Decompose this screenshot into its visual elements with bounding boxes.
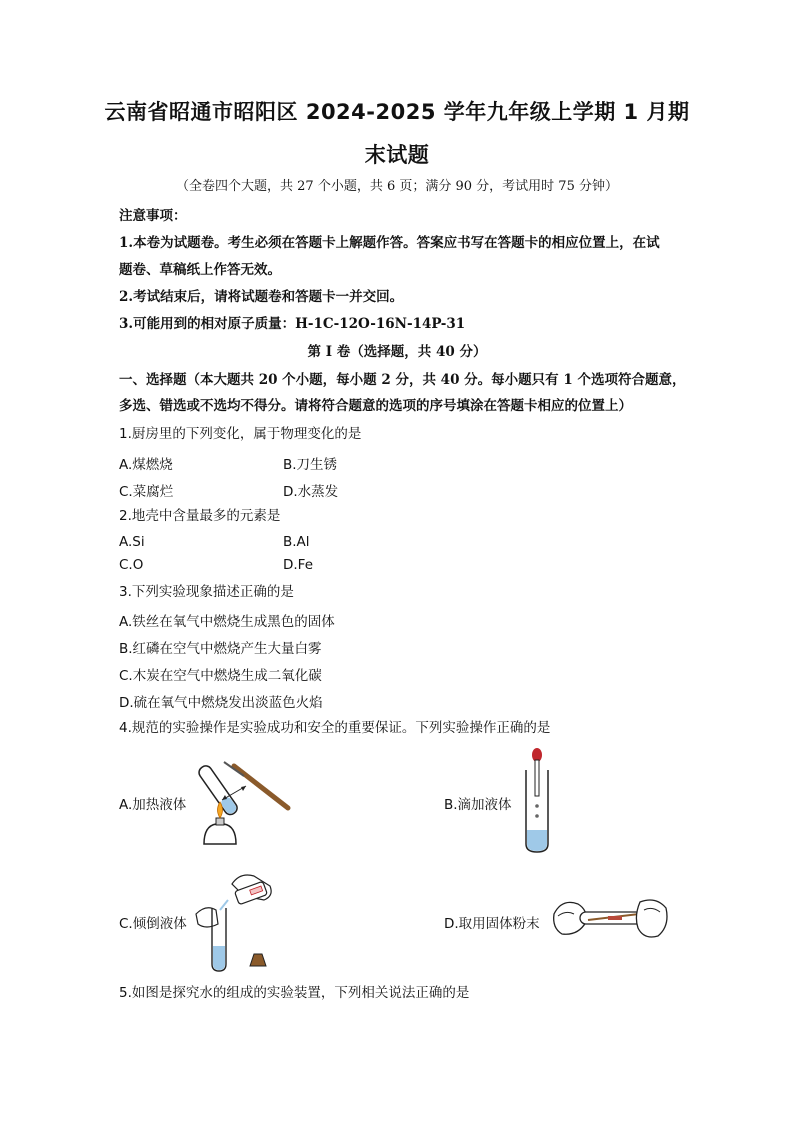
q4-option-c: C.倾倒液体 bbox=[119, 916, 187, 932]
q4-option-d: D.取用固体粉末 bbox=[444, 916, 540, 932]
part1-heading: 第 I 卷（选择题，共 40 分） bbox=[307, 344, 487, 360]
pouring-liquid-figure bbox=[192, 866, 284, 974]
q3-option-d: D.硫在氧气中燃烧发出淡蓝色火焰 bbox=[119, 695, 323, 711]
exam-title-line2: 末试题 bbox=[364, 143, 430, 167]
q2-option-b: B.Al bbox=[283, 534, 310, 550]
exam-title-line1: 云南省昭通市昭阳区 2024-2025 学年九年级上学期 1 月期 bbox=[104, 100, 690, 124]
q2-option-c: C.O bbox=[119, 557, 144, 573]
heating-liquid-figure bbox=[196, 752, 296, 848]
q3-stem: 3.下列实验现象描述正确的是 bbox=[119, 584, 294, 600]
q1-stem: 1.厨房里的下列变化，属于物理变化的是 bbox=[119, 426, 362, 442]
q2-stem: 2.地壳中含量最多的元素是 bbox=[119, 508, 281, 524]
q4-stem: 4.规范的实验操作是实验成功和安全的重要保证。下列实验操作正确的是 bbox=[119, 720, 551, 736]
note-2: 2.考试结束后，请将试题卷和答题卡一并交回。 bbox=[119, 289, 404, 305]
q5-stem: 5.如图是探究水的组成的实验装置，下列相关说法正确的是 bbox=[119, 985, 470, 1001]
note-3: 3.可能用到的相对原子质量：H-1C-12O-16N-14P-31 bbox=[119, 316, 466, 332]
q1-option-d: D.水蒸发 bbox=[283, 484, 339, 500]
q1-option-b: B.刀生锈 bbox=[283, 457, 338, 473]
dropper-test-tube-figure bbox=[520, 746, 554, 856]
solid-powder-figure bbox=[548, 892, 672, 948]
note-1-line1: 1.本卷为试题卷。考生必须在答题卡上解题作答。答案应书写在答题卡的相应位置上，在试 bbox=[119, 235, 660, 251]
q4-option-b: B.滴加液体 bbox=[444, 797, 512, 813]
q3-option-a: A.铁丝在氧气中燃烧生成黑色的固体 bbox=[119, 614, 335, 630]
q1-option-a: A.煤燃烧 bbox=[119, 457, 173, 473]
notes-heading: 注意事项： bbox=[119, 208, 187, 224]
exam-info: （全卷四个大题，共 27 个小题，共 6 页；满分 90 分，考试用时 75 分钟） bbox=[176, 179, 618, 194]
q4-option-a: A.加热液体 bbox=[119, 797, 187, 813]
q2-option-d: D.Fe bbox=[283, 557, 314, 573]
q2-option-a: A.Si bbox=[119, 534, 145, 550]
q3-option-c: C.木炭在空气中燃烧生成二氧化碳 bbox=[119, 668, 322, 684]
q1-option-c: C.菜腐烂 bbox=[119, 484, 174, 500]
q3-option-b: B.红磷在空气中燃烧产生大量白雾 bbox=[119, 641, 322, 657]
section1-instruction-line2: 多选、错选或不选均不得分。请将符合题意的选项的序号填涂在答题卡相应的位置上） bbox=[119, 398, 632, 414]
note-1-line2: 题卷、草稿纸上作答无效。 bbox=[119, 262, 281, 278]
section1-instruction-line1: 一、选择题（本大题共 20 个小题，每小题 2 分，共 40 分。每小题只有 1 个选项符合题意， bbox=[119, 372, 686, 388]
